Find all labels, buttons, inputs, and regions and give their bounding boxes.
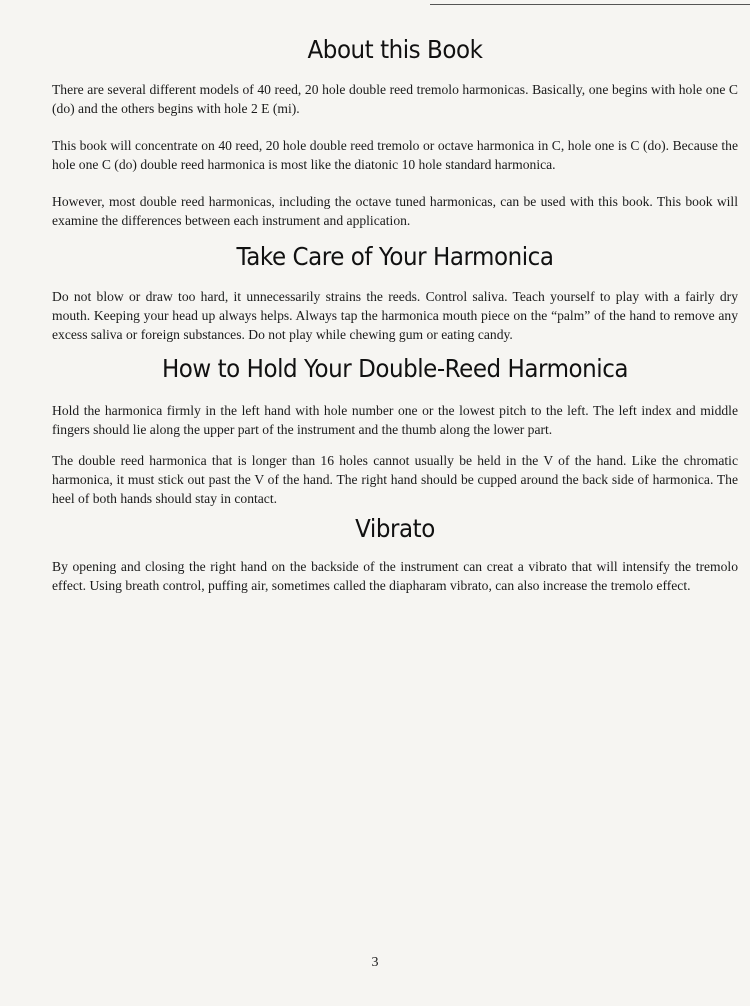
page-number: 3 [371,955,379,970]
heading-vibrato: Vibrato [355,514,435,543]
paragraph-hold-2: The double reed harmonica that is longer than 16 holes cannot usually be held in the V of the hand. Like the chromatic harmonica, it must stick out past the V of the hand. The right hand should be cupped around the back side of harmonica. The heel of both hands should stay in contact. [52,453,738,506]
paragraph-hold-1: Hold the harmonica firmly in the left hand with hole number one or the lowest pitch to the left. The left index and middle fingers should lie along the upper part of the instrument and the thumb along the lower part. [52,403,738,437]
paragraph-about-2: This book will concentrate on 40 reed, 20 hole double reed tremolo or octave harmonica in C, hole one is C (do). Because the hole one C (do) double reed harmonica is most like the diatonic 10 hole standard harmonica. [52,138,738,172]
header-rule [430,4,750,5]
paragraph-care-1: Do not blow or draw too hard, it unnecessarily strains the reeds. Control saliva. Teach yourself to play with a fairly dry mouth. Keeping your head up always helps. Always tap the harmonica mouth piece on the “palm” of the hand to remove any excess saliva or foreign substances. Do not play while chewing gum or eating candy. [52,289,738,342]
page-body [52,30,738,595]
paragraph-about-3: However, most double reed harmonicas, including the octave tuned harmonicas, can be used with this book. This book will examine the differences between each instrument and application. [52,194,738,228]
heading-about-this-book: About this Book [307,35,483,64]
paragraph-about-1: There are several different models of 40 reed, 20 hole double reed tremolo harmonicas. Basically, one begins with hole one C (do) and the others begins with hole 2 E (mi). [52,82,738,116]
heading-how-to-hold: How to Hold Your Double-Reed Harmonica [161,354,629,383]
paragraph-vibrato-1: By opening and closing the right hand on the backside of the instrument can creat a vibrato that will intensify the tremolo effect. Using breath control, puffing air, sometimes called the diapharam vibrato, can also increase the tremolo effect. [52,559,738,593]
heading-take-care: Take Care of Your Harmonica [236,242,554,271]
